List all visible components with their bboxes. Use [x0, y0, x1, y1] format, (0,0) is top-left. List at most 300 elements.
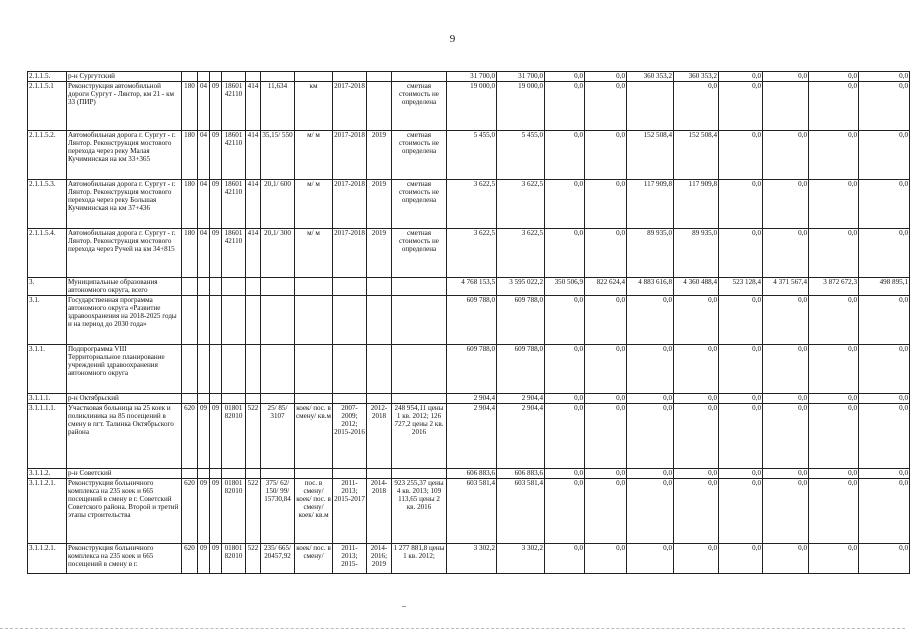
cell-value-10: 0,0: [859, 544, 910, 574]
cell-value-7: 0,0: [719, 345, 763, 394]
cell-f5: [246, 394, 261, 404]
cell-value-2: 606 883,6: [497, 469, 545, 479]
cell-value-2: 19 000,0: [497, 82, 545, 131]
cell-value-10: 0,0: [859, 394, 910, 404]
cell-value-6: 0,0: [674, 296, 719, 345]
cell-value-4: 0,0: [585, 131, 627, 180]
cell-code: 2.1.1.5.4.: [28, 229, 67, 278]
cell-value-10: 0,0: [859, 404, 910, 469]
cell-value-4: 0,0: [585, 229, 627, 278]
cell-value-4: 0,0: [585, 345, 627, 394]
cell-period: 2017-2018: [333, 82, 367, 131]
cell-value-1: 2 904,4: [447, 404, 497, 469]
cell-value-9: 0,0: [809, 296, 859, 345]
cell-value-3: 0,0: [545, 544, 585, 574]
cell-cost: [392, 296, 447, 345]
cell-value-2: 31 700,0: [497, 72, 545, 82]
cell-cost: 248 954,11 цены 1 кв. 2012; 126 727,2 цены 2 кв. 2016: [392, 404, 447, 469]
cell-value-8: 0,0: [763, 404, 809, 469]
cell-f4: [222, 296, 246, 345]
cell-value-8: 0,0: [763, 72, 809, 82]
cell-name: Реконструкция больничного комплекса на 235 коек и 665 посещений в смену в г. Советский Советского района. Второй и третий этапы строительства: [67, 479, 182, 544]
cell-value-6: 117 909,8: [674, 180, 719, 229]
cell-value-4: 0,0: [585, 82, 627, 131]
cell-name: Подпрограмма VIII Территориальное планирование учреждений здравоохранения автономного округа: [67, 345, 182, 394]
cell-value-6: 152 508,4: [674, 131, 719, 180]
cell-value-7: 0,0: [719, 544, 763, 574]
cell-cap: 25/ 85/ 3107: [261, 404, 295, 469]
cell-f3: [210, 72, 222, 82]
cell-value-9: 0,0: [809, 82, 859, 131]
cell-f2: 09: [198, 404, 210, 469]
cell-value-10: 0,0: [859, 296, 910, 345]
scan-artifact: [402, 606, 406, 607]
cell-f1: [182, 72, 198, 82]
cell-value-1: 3 302,2: [447, 544, 497, 574]
cell-f2: 09: [198, 479, 210, 544]
cell-value-2: 609 788,0: [497, 345, 545, 394]
cell-f1: [182, 278, 198, 296]
cell-f4: 01801 82010: [222, 404, 246, 469]
cell-period: 2017-2018: [333, 131, 367, 180]
cell-value-7: 0,0: [719, 72, 763, 82]
cell-value-7: 0,0: [719, 82, 763, 131]
cell-f4: [222, 345, 246, 394]
cell-name: Реконструкция автомобильной дороги Сургут - Лянтор, км 21 - км 33 (ПИР): [67, 82, 182, 131]
cell-value-3: 0,0: [545, 72, 585, 82]
cell-end: 2014-2018: [367, 479, 392, 544]
cell-f3: 09: [210, 544, 222, 574]
cell-cost: [392, 345, 447, 394]
cell-f3: [210, 278, 222, 296]
cell-value-4: 0,0: [585, 72, 627, 82]
cell-end: [367, 82, 392, 131]
cell-value-6: 0,0: [674, 544, 719, 574]
cell-cap: [261, 394, 295, 404]
cell-code: 3.1.1.2.1.: [28, 479, 67, 544]
cell-value-5: 152 508,4: [627, 131, 674, 180]
cell-value-2: 2 904,4: [497, 404, 545, 469]
cell-value-8: 0,0: [763, 394, 809, 404]
cell-value-4: 0,0: [585, 296, 627, 345]
cell-value-7: 523 128,4: [719, 278, 763, 296]
cell-f1: [182, 345, 198, 394]
cell-cost: 923 255,37 цены 4 кв. 2013; 109 113,65 цены 2 кв. 2016: [392, 479, 447, 544]
cell-unit: м/ м: [295, 229, 333, 278]
cell-period: 2011-2013; 2015-: [333, 544, 367, 574]
cell-value-9: 0,0: [809, 180, 859, 229]
cell-value-6: 0,0: [674, 394, 719, 404]
cell-period: 2017-2018: [333, 229, 367, 278]
cell-cap: 235/ 665/ 20457,92: [261, 544, 295, 574]
cell-cap: 20,1/ 300: [261, 229, 295, 278]
cell-cap: 375/ 62/ 150/ 99/ 15730,84: [261, 479, 295, 544]
cell-value-5: 0,0: [627, 544, 674, 574]
cell-unit: [295, 469, 333, 479]
cell-value-8: 0,0: [763, 229, 809, 278]
table-row: [28, 82, 910, 131]
cell-value-4: 0,0: [585, 544, 627, 574]
cell-end: 2012-2018: [367, 404, 392, 469]
cell-cap: [261, 296, 295, 345]
cell-cost: 1 277 881,8 цены 1 кв. 2012;: [392, 544, 447, 574]
cell-f2: [198, 469, 210, 479]
cell-value-6: 4 360 488,4: [674, 278, 719, 296]
cell-value-2: 2 904,4: [497, 394, 545, 404]
cell-value-6: 0,0: [674, 404, 719, 469]
cell-period: [333, 394, 367, 404]
cell-value-10: 0,0: [859, 229, 910, 278]
cell-cost: сметная стоимость не определена: [392, 131, 447, 180]
cell-f4: 18601 42110: [222, 82, 246, 131]
cell-value-3: 0,0: [545, 345, 585, 394]
cell-value-3: 0,0: [545, 296, 585, 345]
table-row: [28, 479, 910, 544]
table-row: [28, 180, 910, 229]
cell-code: 3.1.1.1.1.: [28, 404, 67, 469]
cell-f5: [246, 296, 261, 345]
cell-value-10: 0,0: [859, 72, 910, 82]
cell-f3: [210, 394, 222, 404]
cell-value-4: 0,0: [585, 180, 627, 229]
cell-value-5: 0,0: [627, 345, 674, 394]
cell-code: 3.1.1.2.: [28, 469, 67, 479]
cell-unit: м/ м: [295, 131, 333, 180]
cell-name: р-н Советский: [67, 469, 182, 479]
table-row: [28, 131, 910, 180]
cell-value-3: 350 506,9: [545, 278, 585, 296]
cell-f1: 180: [182, 131, 198, 180]
table-row: [28, 544, 910, 574]
cell-value-5: 117 909,8: [627, 180, 674, 229]
cell-f3: 09: [210, 229, 222, 278]
cell-unit: [295, 296, 333, 345]
cell-f3: 09: [210, 479, 222, 544]
cell-value-8: 0,0: [763, 131, 809, 180]
cell-f4: [222, 278, 246, 296]
cell-period: [333, 345, 367, 394]
investment-table: [27, 71, 910, 574]
cell-value-9: 0,0: [809, 394, 859, 404]
cell-f2: [198, 72, 210, 82]
cell-unit: пос. в смену/ коек/ пос. в смену/ коек/ кв.м: [295, 479, 333, 544]
cell-f3: 09: [210, 404, 222, 469]
cell-unit: коек/ пос. в смену/: [295, 544, 333, 574]
cell-code: 2.1.1.5.2.: [28, 131, 67, 180]
cell-f2: 04: [198, 82, 210, 131]
cell-value-10: 0,0: [859, 131, 910, 180]
cell-name: р-н Сургутский: [67, 72, 182, 82]
cell-f5: 522: [246, 404, 261, 469]
cell-f2: [198, 394, 210, 404]
cell-value-7: 0,0: [719, 180, 763, 229]
cell-f2: [198, 296, 210, 345]
cell-cap: [261, 278, 295, 296]
cell-f1: 620: [182, 544, 198, 574]
cell-value-9: 0,0: [809, 72, 859, 82]
cell-f3: [210, 469, 222, 479]
cell-value-6: 0,0: [674, 345, 719, 394]
cell-value-3: 0,0: [545, 479, 585, 544]
cell-value-5: 0,0: [627, 404, 674, 469]
cell-unit: [295, 72, 333, 82]
cell-cap: [261, 469, 295, 479]
cell-end: 2019: [367, 229, 392, 278]
cell-value-1: 609 788,0: [447, 345, 497, 394]
cell-value-3: 0,0: [545, 394, 585, 404]
cell-value-9: 0,0: [809, 479, 859, 544]
cell-value-2: 3 622,5: [497, 180, 545, 229]
cell-f3: [210, 345, 222, 394]
cell-unit: [295, 278, 333, 296]
cell-f5: 414: [246, 180, 261, 229]
cell-f3: [210, 296, 222, 345]
cell-value-10: 0,0: [859, 469, 910, 479]
cell-value-9: 0,0: [809, 345, 859, 394]
table-row: [28, 394, 910, 404]
scan-bottom-edge: [0, 628, 905, 629]
cell-f5: [246, 278, 261, 296]
cell-cost: [392, 469, 447, 479]
cell-value-5: 360 353,2: [627, 72, 674, 82]
cell-value-6: 89 935,0: [674, 229, 719, 278]
cell-f1: [182, 394, 198, 404]
cell-value-3: 0,0: [545, 404, 585, 469]
cell-f5: 414: [246, 82, 261, 131]
cell-name: р-н Октябрьский: [67, 394, 182, 404]
cell-f4: [222, 72, 246, 82]
cell-value-6: 0,0: [674, 82, 719, 131]
cell-end: [367, 469, 392, 479]
cell-value-3: 0,0: [545, 82, 585, 131]
cell-value-8: 0,0: [763, 479, 809, 544]
cell-f3: 09: [210, 180, 222, 229]
table-row: [28, 278, 910, 296]
cell-name: Автомобильная дорога г. Сургут - г. Лянтор. Реконструкция мостового перехода через Ручей на км 34+815: [67, 229, 182, 278]
cell-period: 2007-2009; 2012; 2015-2016: [333, 404, 367, 469]
cell-value-10: 0,0: [859, 345, 910, 394]
cell-name: Муниципальные образования автономного округа, всего: [67, 278, 182, 296]
cell-f4: [222, 469, 246, 479]
cell-f3: 09: [210, 131, 222, 180]
cell-unit: [295, 394, 333, 404]
cell-period: [333, 278, 367, 296]
cell-value-4: 0,0: [585, 479, 627, 544]
cell-value-8: 0,0: [763, 345, 809, 394]
cell-value-8: 0,0: [763, 544, 809, 574]
cell-value-8: [763, 82, 809, 131]
cell-end: [367, 296, 392, 345]
table-row: [28, 404, 910, 469]
cell-value-5: [627, 82, 674, 131]
cell-end: [367, 278, 392, 296]
cell-f2: [198, 345, 210, 394]
cell-f5: 414: [246, 229, 261, 278]
cell-value-4: 0,0: [585, 394, 627, 404]
cell-f5: [246, 72, 261, 82]
cell-f4: 01801 82010: [222, 544, 246, 574]
cell-name: Реконструкция больничного комплекса на 235 коек и 665 посещений в смену в г.: [67, 544, 182, 574]
cell-value-5: 0,0: [627, 479, 674, 544]
cell-value-6: 360 353,2: [674, 72, 719, 82]
cell-value-7: 0,0: [719, 404, 763, 469]
cell-cap: [261, 345, 295, 394]
cell-f5: 522: [246, 544, 261, 574]
cell-value-1: 603 581,4: [447, 479, 497, 544]
cell-period: [333, 72, 367, 82]
cell-end: 2014-2016; 2019: [367, 544, 392, 574]
cell-value-7: 0,0: [719, 469, 763, 479]
cell-period: [333, 296, 367, 345]
cell-value-4: 822 624,4: [585, 278, 627, 296]
cell-value-4: 0,0: [585, 469, 627, 479]
cell-value-6: 0,0: [674, 479, 719, 544]
cell-value-7: 0,0: [719, 131, 763, 180]
cell-unit: км: [295, 82, 333, 131]
cell-unit: [295, 345, 333, 394]
cell-value-8: 0,0: [763, 296, 809, 345]
cell-end: [367, 72, 392, 82]
cell-f1: 180: [182, 180, 198, 229]
cell-code: 2.1.1.5.1: [28, 82, 67, 131]
cell-value-1: 606 883,6: [447, 469, 497, 479]
cell-unit: коек/ пос. в смену/ кв.м: [295, 404, 333, 469]
cell-name: Автомобильная дорога г. Сургут - г. Лянтор. Реконструкция мостового перехода через реку Малая Кучиминская на км 33+365: [67, 131, 182, 180]
cell-period: [333, 469, 367, 479]
cell-f5: [246, 345, 261, 394]
cell-value-2: 3 622,5: [497, 229, 545, 278]
cell-value-8: 0,0: [763, 180, 809, 229]
cell-value-8: 4 371 567,4: [763, 278, 809, 296]
cell-cap: 11,634: [261, 82, 295, 131]
cell-f4: 01801 82010: [222, 479, 246, 544]
cell-value-8: 0,0: [763, 469, 809, 479]
cell-end: [367, 394, 392, 404]
cell-cost: [392, 394, 447, 404]
cell-value-2: 5 455,0: [497, 131, 545, 180]
cell-cap: 20,1/ 600: [261, 180, 295, 229]
table-row: [28, 469, 910, 479]
cell-unit: м/ м: [295, 180, 333, 229]
cell-f1: 180: [182, 229, 198, 278]
cell-f1: 180: [182, 82, 198, 131]
cell-value-9: 0,0: [809, 131, 859, 180]
cell-value-1: 5 455,0: [447, 131, 497, 180]
cell-value-10: 498 895,1: [859, 278, 910, 296]
cell-value-9: 3 872 672,3: [809, 278, 859, 296]
cell-value-10: 0,0: [859, 180, 910, 229]
cell-value-1: 609 788,0: [447, 296, 497, 345]
cell-value-5: 4 883 616,8: [627, 278, 674, 296]
cell-cost: сметная стоимость не определена: [392, 82, 447, 131]
cell-value-10: 0,0: [859, 479, 910, 544]
cell-value-2: 609 788,0: [497, 296, 545, 345]
cell-end: 2019: [367, 131, 392, 180]
cell-value-1: 31 700,0: [447, 72, 497, 82]
cell-value-5: 0,0: [627, 394, 674, 404]
cell-cost: сметная стоимость не определена: [392, 180, 447, 229]
cell-f2: [198, 278, 210, 296]
cell-f4: 18601 42110: [222, 131, 246, 180]
cell-end: [367, 345, 392, 394]
cell-value-1: 2 904,4: [447, 394, 497, 404]
cell-name: Участковая больница на 25 коек и поликлиника на 85 посещений в смену в пгт. Талинка Октябрьского района: [67, 404, 182, 469]
cell-f1: [182, 296, 198, 345]
cell-value-1: 3 622,5: [447, 180, 497, 229]
cell-value-1: 19 000,0: [447, 82, 497, 131]
cell-value-3: 0,0: [545, 180, 585, 229]
cell-cost: сметная стоимость не определена: [392, 229, 447, 278]
cell-value-9: 0,0: [809, 404, 859, 469]
cell-value-7: 0,0: [719, 296, 763, 345]
cell-cap: [261, 72, 295, 82]
cell-value-9: 0,0: [809, 544, 859, 574]
cell-value-9: 0,0: [809, 229, 859, 278]
cell-code: 3.: [28, 278, 67, 296]
table-row: [28, 296, 910, 345]
cell-f2: 04: [198, 180, 210, 229]
table-row: [28, 72, 910, 82]
cell-code: 2.1.1.5.3.: [28, 180, 67, 229]
cell-cost: [392, 72, 447, 82]
cell-period: 2011-2013; 2015-2017: [333, 479, 367, 544]
cell-value-2: 3 302,2: [497, 544, 545, 574]
cell-value-5: 0,0: [627, 469, 674, 479]
cell-cost: [392, 278, 447, 296]
cell-value-7: 0,0: [719, 479, 763, 544]
cell-value-7: 0,0: [719, 394, 763, 404]
cell-f5: 522: [246, 479, 261, 544]
cell-code: 3.1.1.1.: [28, 394, 67, 404]
cell-value-2: 603 581,4: [497, 479, 545, 544]
cell-f5: 414: [246, 131, 261, 180]
cell-f1: 620: [182, 404, 198, 469]
cell-f1: [182, 469, 198, 479]
cell-code: 2.1.1.5.: [28, 72, 67, 82]
cell-value-3: 0,0: [545, 131, 585, 180]
cell-value-4: 0,0: [585, 404, 627, 469]
cell-value-1: 4 768 153,5: [447, 278, 497, 296]
cell-name: Государственная программа автономного округа «Развитие здравоохранения на 2018-2025 годы и на период до 2030 года»: [67, 296, 182, 345]
table-row: [28, 229, 910, 278]
cell-value-10: 0,0: [859, 82, 910, 131]
cell-f2: 09: [198, 544, 210, 574]
cell-value-3: 0,0: [545, 229, 585, 278]
cell-value-3: 0,0: [545, 469, 585, 479]
cell-f1: 620: [182, 479, 198, 544]
cell-code: 3.1.: [28, 296, 67, 345]
cell-value-9: 0,0: [809, 469, 859, 479]
cell-value-7: 0,0: [719, 229, 763, 278]
cell-f3: 09: [210, 82, 222, 131]
cell-code: 3.1.1.2.1.: [28, 544, 67, 574]
cell-value-2: 3 595 022,2: [497, 278, 545, 296]
cell-f4: 18601 42110: [222, 180, 246, 229]
cell-f2: 04: [198, 131, 210, 180]
cell-end: 2019: [367, 180, 392, 229]
cell-f2: 04: [198, 229, 210, 278]
table-row: [28, 345, 910, 394]
cell-period: 2017-2018: [333, 180, 367, 229]
cell-value-6: 0,0: [674, 469, 719, 479]
page-number: 9: [449, 33, 456, 45]
cell-value-5: 89 935,0: [627, 229, 674, 278]
cell-value-1: 3 622,5: [447, 229, 497, 278]
cell-f5: [246, 469, 261, 479]
cell-value-5: 0,0: [627, 296, 674, 345]
cell-f4: [222, 394, 246, 404]
cell-code: 3.1.1.: [28, 345, 67, 394]
